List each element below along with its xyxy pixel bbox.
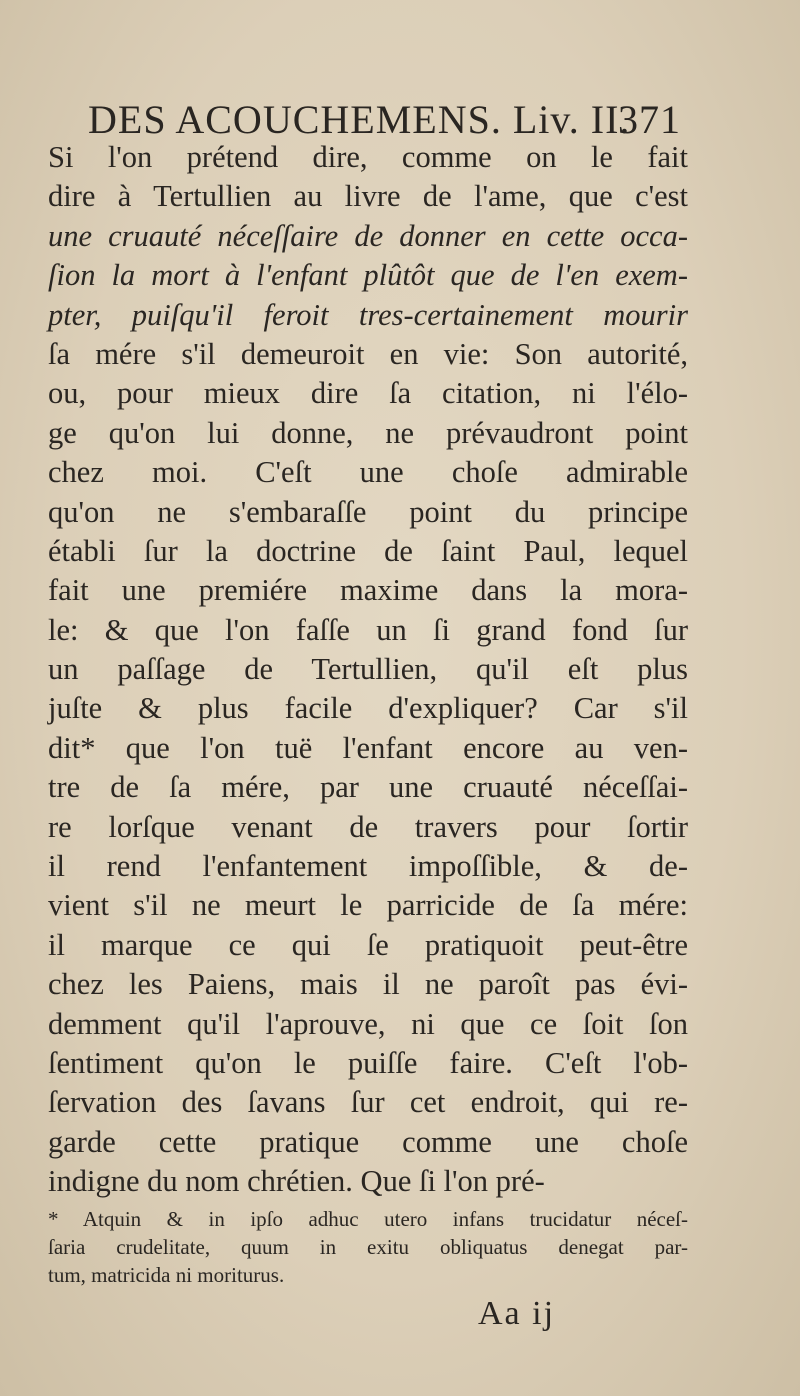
text-line: dit* que l'on tuë l'enfant encore au ven- — [48, 730, 688, 765]
text-line: ſervation des ſavans ſur cet endroit, qui re- — [48, 1085, 688, 1120]
text-line: établi ſur la doctrine de ſaint Paul, lequel — [48, 533, 688, 568]
text-line: ge qu'on lui donne, ne prévaudront point — [48, 415, 688, 450]
text-line: il marque ce qui ſe pratiquoit peut-être — [48, 927, 688, 962]
main-text — [48, 138, 688, 1202]
text-line: indigne du nom chrétien. Que ſi l'on pré- — [48, 1164, 545, 1199]
text-line: tre de ſa mére, par une cruauté néceſſai- — [48, 770, 688, 805]
text-line: chez les Paiens, mais il ne paroît pas évi- — [48, 967, 688, 1002]
text-line: un paſſage de Tertullien, qu'il eſt plus — [48, 652, 688, 687]
page-number: 371 — [618, 97, 681, 142]
text-line: garde cette pratique comme une choſe — [48, 1124, 688, 1159]
text-line: fait une premiére maxime dans la mora- — [48, 573, 688, 608]
text-line: ſion la mort à l'enfant plûtôt que de l'en exem- — [48, 258, 688, 293]
footnote-line: ſaria crudelitate, quum in exitu obliquatus denegat par- — [48, 1235, 688, 1259]
text-line: il rend l'enfantement impoſſible, & de- — [48, 849, 688, 884]
text-line: juſte & plus facile d'expliquer? Car s'il — [48, 691, 688, 726]
footnote — [48, 1205, 688, 1289]
footnote-line: * Atquin & in ipſo adhuc utero infans trucidatur néceſ- — [48, 1207, 688, 1231]
printer-signature: Aa ij — [478, 1295, 556, 1332]
footnote-line: tum, matricida ni moriturus. — [48, 1263, 285, 1287]
text-line: le: & que l'on faſſe un ſi grand fond ſur — [48, 612, 688, 647]
text-line: dire à Tertullien au livre de l'ame, que c'est — [48, 179, 688, 214]
text-line: chez moi. C'eſt une choſe admirable — [48, 455, 688, 490]
text-line: qu'on ne s'embaraſſe point du principe — [48, 494, 688, 529]
running-title: DES ACOUCHEMENS. Liv. II. — [88, 97, 631, 142]
text-line: pter, puiſqu'il feroit tres-certainement mourir — [48, 297, 688, 332]
text-line: ſentiment qu'on le puiſſe faire. C'eſt l'ob- — [48, 1045, 688, 1080]
text-line: vient s'il ne meurt le parricide de ſa mére: — [48, 888, 688, 923]
text-line: demment qu'il l'aprouve, ni que ce ſoit ſon — [48, 1006, 688, 1041]
text-line: ſa mére s'il demeuroit en vie: Son autorité, — [48, 336, 688, 371]
text-line: Si l'on prétend dire, comme on le fait — [48, 140, 688, 174]
text-line: re lorſque venant de travers pour ſortir — [48, 809, 688, 844]
text-line: ou, pour mieux dire ſa citation, ni l'élo- — [48, 376, 688, 411]
text-line: une cruauté néceſſaire de donner en cette occa- — [48, 218, 688, 253]
